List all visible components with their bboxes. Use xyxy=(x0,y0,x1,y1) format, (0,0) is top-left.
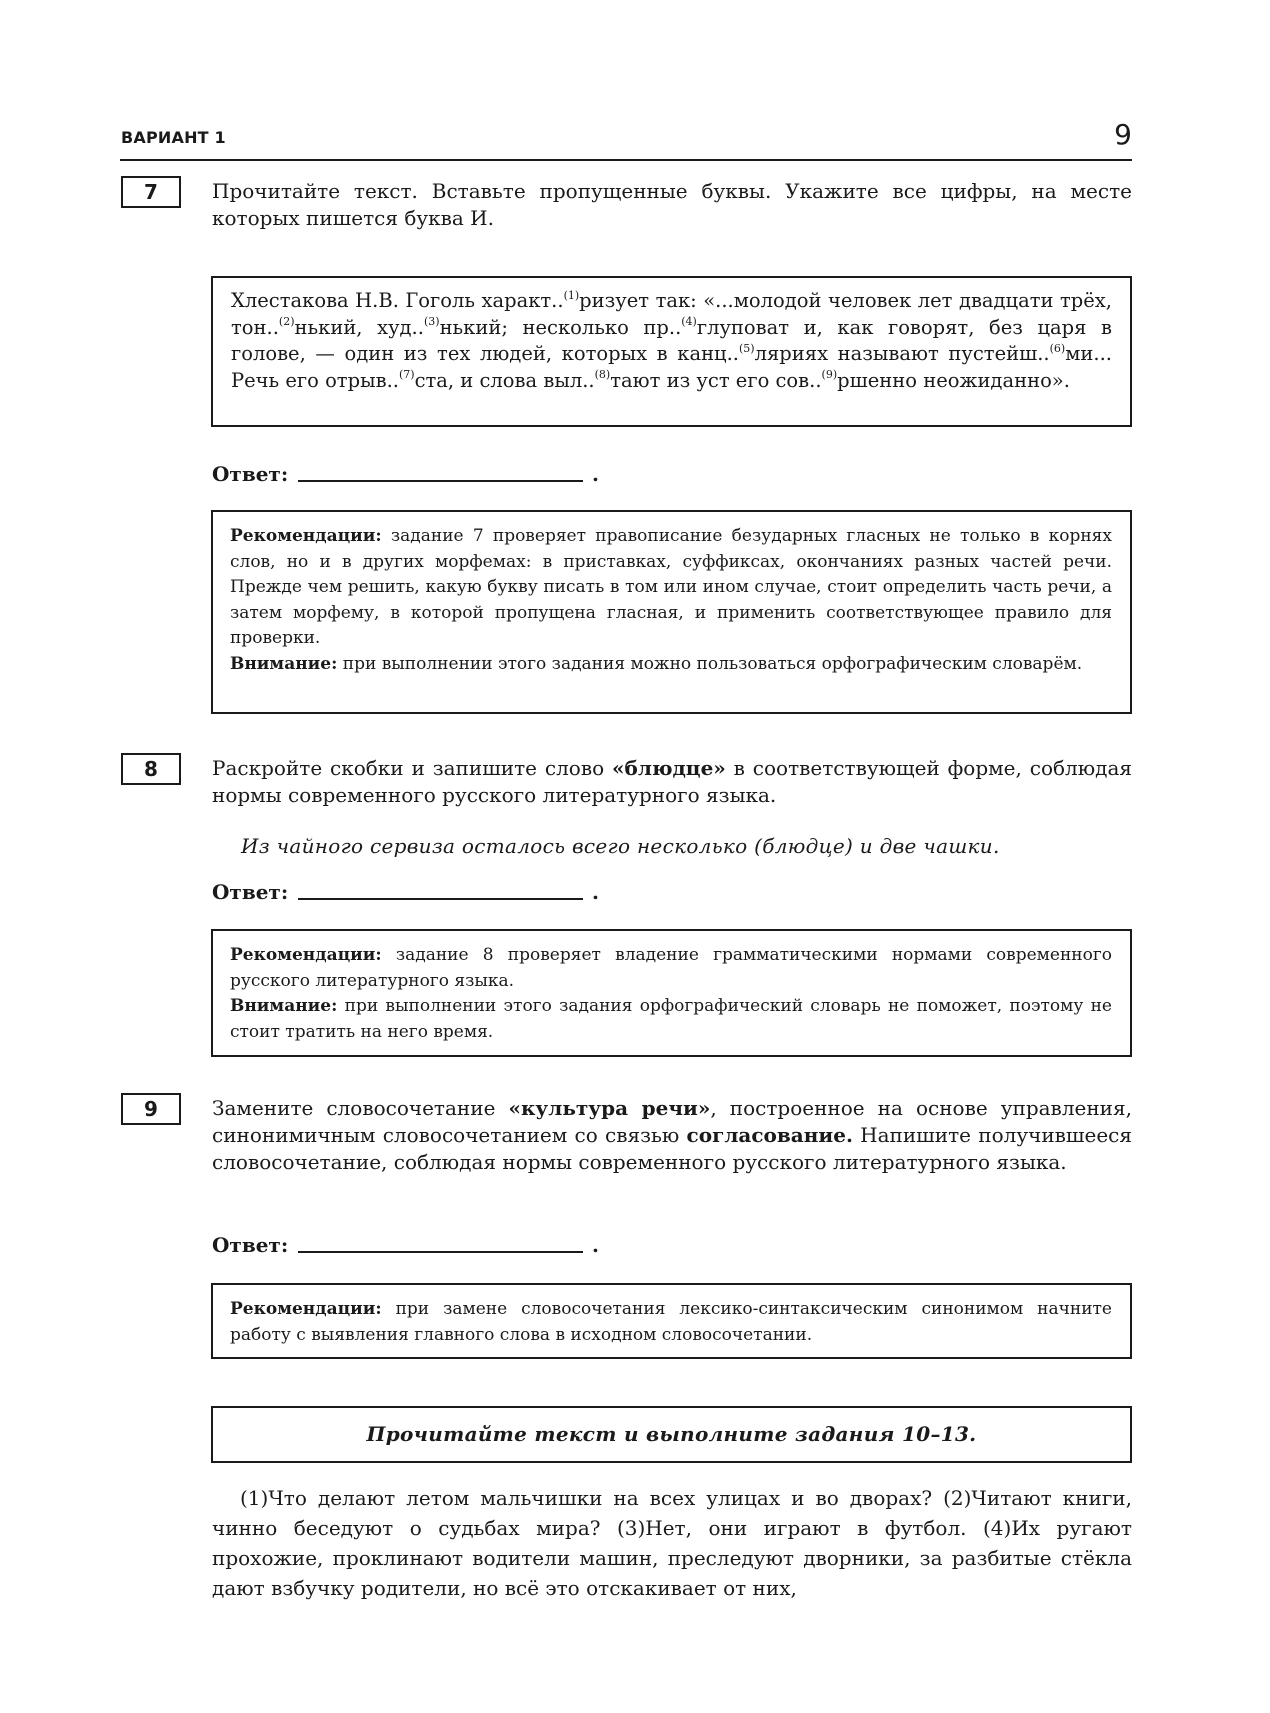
task-8-number: 8 xyxy=(121,753,181,785)
task-9-answer-dot: . xyxy=(592,1233,599,1257)
task-8-rec-text: Рекомендации: задание 8 проверяет владение грамматическими нормами современного русского литературного языка. Внимание: при выполнении этого задания орфографический словарь не поможет, поэтому не стоит тратить на него время. xyxy=(230,945,1112,1042)
task-7-rec-text: Рекомендации: задание 7 проверяет правописание безударных гласных не только в корнях слов, но и в других морфемах: в приставках, суффиксах, окончаниях разных частей речи. Прежде чем решить, какую букву писать в том или ином случае, стоит определить часть речи, а затем морфему, в которой пропущена гласная, и применить соответствующее правило для проверки. Внимание: при выполнении этого задания можно пользоваться орфографическим словарём. xyxy=(230,526,1112,674)
task-7-recommendations xyxy=(211,510,1132,714)
task-9-number: 9 xyxy=(121,1093,181,1125)
task-8-answer-field[interactable] xyxy=(298,898,583,900)
task-8-answer-label: Ответ: xyxy=(212,880,289,904)
task-7-question: Прочитайте текст. Вставьте пропущенные буквы. Укажите все цифры, на месте которых пишется буква И. xyxy=(212,179,1132,230)
task-7-answer-field[interactable] xyxy=(298,480,583,482)
task-8-recommendations xyxy=(211,929,1132,1057)
task-9-recommendations xyxy=(211,1283,1132,1359)
task-7-answer-label: Ответ: xyxy=(212,462,289,486)
task-8-sentence: Из чайного сервиза осталось всего несколько (блюдце) и две чашки. xyxy=(241,834,1000,858)
task-7-answer-dot: . xyxy=(592,462,599,486)
section-heading: Прочитайте текст и выполните задания 10–13. xyxy=(366,1422,977,1446)
task-8-question: Раскройте скобки и запишите слово «блюдце» в соответствующей форме, соблюдая нормы современного русского литературного языка. xyxy=(212,756,1133,807)
task-7-text-box xyxy=(211,276,1132,427)
task-9-question: Замените словосочетание «культура речи», построенное на основе управления, синонимичным словосочетанием со связью согласование. Напишите получившееся словосочетание, соблюдая нормы современного русского литературного языка. xyxy=(212,1096,1132,1174)
reading-passage: (1)Что делают летом мальчишки на всех улицах и во дворах? (2)Читают книги, чинно беседуют о судьбах мира? (3)Нет, они играют в футбол. (4)Их ругают прохожие, проклинают водители машин, преследуют дворники, за разбитые стёкла дают взбучку родители, но всё это отскакивает от них, xyxy=(212,1486,1132,1600)
task-9-answer-field[interactable] xyxy=(298,1251,583,1253)
task-9-rec-text: Рекомендации: при замене словосочетания лексико-синтаксическим синонимом начните работу с выявления главного слова в исходном словосочетании. xyxy=(230,1299,1112,1345)
task-7-text: Хлестакова Н.В. Гоголь характ..$^{(1)}$ризует так: «...молодой человек лет двадцати трёх, тон..$^{(2)}$нький, худ..$^{(3)}$нький; несколько пр..$^{(4)}$глуповат и, как говорят, без царя в голове, — один из тех людей, которых в канц..$^{(5)}$ляриях называют пустейш..$^{(6)}$ми... Речь его отрыв..$^{(7)}$ста, и слова выл..$^{(8)}$тают из уст его сов..$^{(9)}$ршенно неожиданно». xyxy=(231,288,1112,392)
task-7-number: 7 xyxy=(121,176,181,208)
task-9-answer-label: Ответ: xyxy=(212,1233,289,1257)
page-number: 9 xyxy=(1114,118,1132,151)
task-8-answer-dot: . xyxy=(592,880,599,904)
header-divider xyxy=(120,159,1132,161)
variant-label: ВАРИАНТ 1 xyxy=(121,128,226,147)
section-heading-box xyxy=(211,1406,1132,1463)
